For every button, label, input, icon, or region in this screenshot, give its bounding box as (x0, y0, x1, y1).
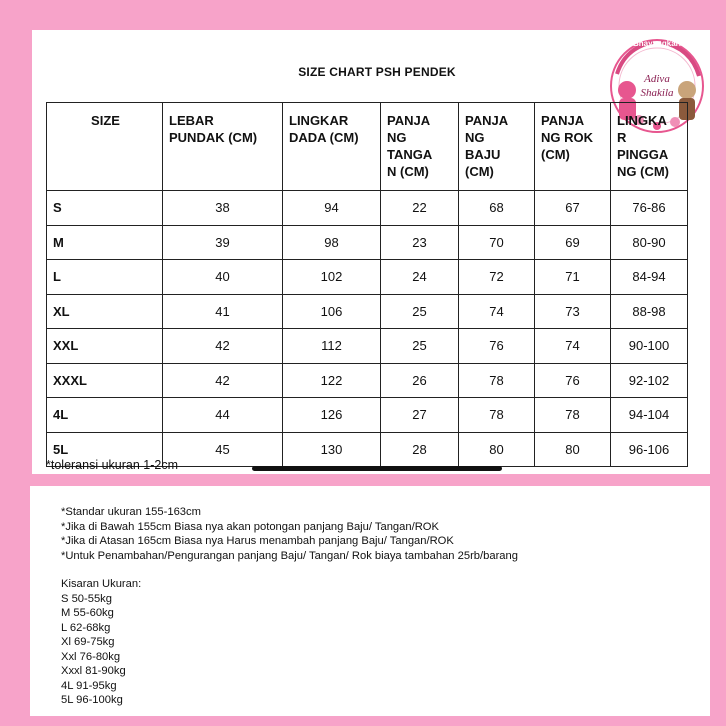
horizontal-scrollbar[interactable] (252, 466, 502, 471)
measure-cell: 80 (459, 432, 535, 467)
table-header-row (47, 103, 688, 191)
column-header: PANJA NG TANGA N (CM) (381, 103, 459, 191)
info-line: *Untuk Penambahan/Pengurangan panjang Baju/ Tangan/ Rok biaya tambahan 25rb/barang (61, 549, 518, 562)
table-row (47, 329, 688, 364)
measure-cell: 76 (535, 363, 611, 398)
measure-cell: 126 (283, 398, 381, 433)
measure-cell: 130 (283, 432, 381, 467)
measure-cell: 78 (459, 363, 535, 398)
measure-cell: 84-94 (611, 260, 688, 295)
measure-cell: 112 (283, 329, 381, 364)
column-header: LEBAR PUNDAK (CM) (163, 103, 283, 191)
size-cell: 5L (47, 432, 163, 467)
table-row (47, 363, 688, 398)
svg-text:Shakila: Shakila (640, 87, 674, 99)
measure-cell: 74 (459, 294, 535, 329)
measure-cell: 80-90 (611, 225, 688, 260)
size-cell: L (47, 260, 163, 295)
size-cell: XL (47, 294, 163, 329)
measure-cell: 42 (163, 363, 283, 398)
measure-cell: 26 (381, 363, 459, 398)
measure-cell: 88-98 (611, 294, 688, 329)
size-chart-card (32, 30, 710, 474)
info-line: *Jika di Atasan 165cm Biasa nya Harus menambah panjang Baju/ Tangan/ROK (61, 535, 454, 547)
measure-cell: 24 (381, 260, 459, 295)
range-item: Xl 69-75kg (61, 636, 115, 648)
table-row (47, 260, 688, 295)
measure-cell: 38 (163, 191, 283, 226)
measure-cell: 45 (163, 432, 283, 467)
measure-cell: 71 (535, 260, 611, 295)
tolerance-note: *toleransi ukuran 1-2cm (46, 458, 179, 472)
measure-cell: 106 (283, 294, 381, 329)
measure-cell: 80 (535, 432, 611, 467)
size-cell: 4L (47, 398, 163, 433)
measure-cell: 39 (163, 225, 283, 260)
measure-cell: 90-100 (611, 329, 688, 364)
measure-cell: 102 (283, 260, 381, 295)
table-body (47, 191, 688, 467)
range-title: Kisaran Ukuran: (61, 578, 142, 590)
info-text (61, 505, 518, 708)
info-card (30, 486, 710, 716)
measure-cell: 22 (381, 191, 459, 226)
measure-cell: 25 (381, 294, 459, 329)
table-row (47, 398, 688, 433)
size-cell: S (47, 191, 163, 226)
measure-cell: 23 (381, 225, 459, 260)
range-item: Xxl 76-80kg (61, 650, 121, 663)
column-header: LINGKA R PINGGA NG (CM) (611, 103, 688, 191)
measure-cell: 73 (535, 294, 611, 329)
info-line: *Jika di Bawah 155cm Biasa nya akan potongan panjang Baju/ Tangan/ROK (61, 520, 439, 533)
svg-text:Bhayangkari: Bhayangkari (632, 39, 682, 48)
measure-cell: 78 (459, 398, 535, 433)
chart-title: SIZE CHART PSH PENDEK (298, 65, 456, 79)
range-item: 5L 96-100kg (61, 694, 123, 706)
svg-text:Adiva: Adiva (644, 73, 670, 85)
measure-cell: 69 (535, 225, 611, 260)
size-cell: M (47, 225, 163, 260)
range-item: L 62-68kg (61, 621, 111, 634)
info-line: *Standar ukuran 155-163cm (61, 506, 201, 518)
range-item: S 50-55kg (61, 592, 112, 605)
measure-cell: 68 (459, 191, 535, 226)
measure-cell: 78 (535, 398, 611, 433)
measure-cell: 42 (163, 329, 283, 364)
measure-cell: 25 (381, 329, 459, 364)
measure-cell: 94-104 (611, 398, 688, 433)
range-item: M 55-60kg (61, 607, 114, 619)
measure-cell: 70 (459, 225, 535, 260)
size-table (46, 102, 688, 467)
measure-cell: 41 (163, 294, 283, 329)
column-header: SIZE (47, 103, 163, 191)
measure-cell: 92-102 (611, 363, 688, 398)
size-cell: XXXL (47, 363, 163, 398)
measure-cell: 67 (535, 191, 611, 226)
range-item: 4L 91-95kg (61, 679, 117, 692)
range-item: Xxxl 81-90kg (61, 665, 126, 677)
measure-cell: 40 (163, 260, 283, 295)
column-header: PANJA NG ROK (CM) (535, 103, 611, 191)
table-row (47, 191, 688, 226)
measure-cell: 76 (459, 329, 535, 364)
size-cell: XXL (47, 329, 163, 364)
measure-cell: 122 (283, 363, 381, 398)
measure-cell: 94 (283, 191, 381, 226)
measure-cell: 44 (163, 398, 283, 433)
measure-cell: 27 (381, 398, 459, 433)
measure-cell: 74 (535, 329, 611, 364)
measure-cell: 72 (459, 260, 535, 295)
measure-cell: 76-86 (611, 191, 688, 226)
measure-cell: 96-106 (611, 432, 688, 467)
table-row (47, 225, 688, 260)
column-header: LINGKAR DADA (CM) (283, 103, 381, 191)
measure-cell: 98 (283, 225, 381, 260)
column-header: PANJA NG BAJU (CM) (459, 103, 535, 191)
table-row (47, 294, 688, 329)
measure-cell: 28 (381, 432, 459, 467)
